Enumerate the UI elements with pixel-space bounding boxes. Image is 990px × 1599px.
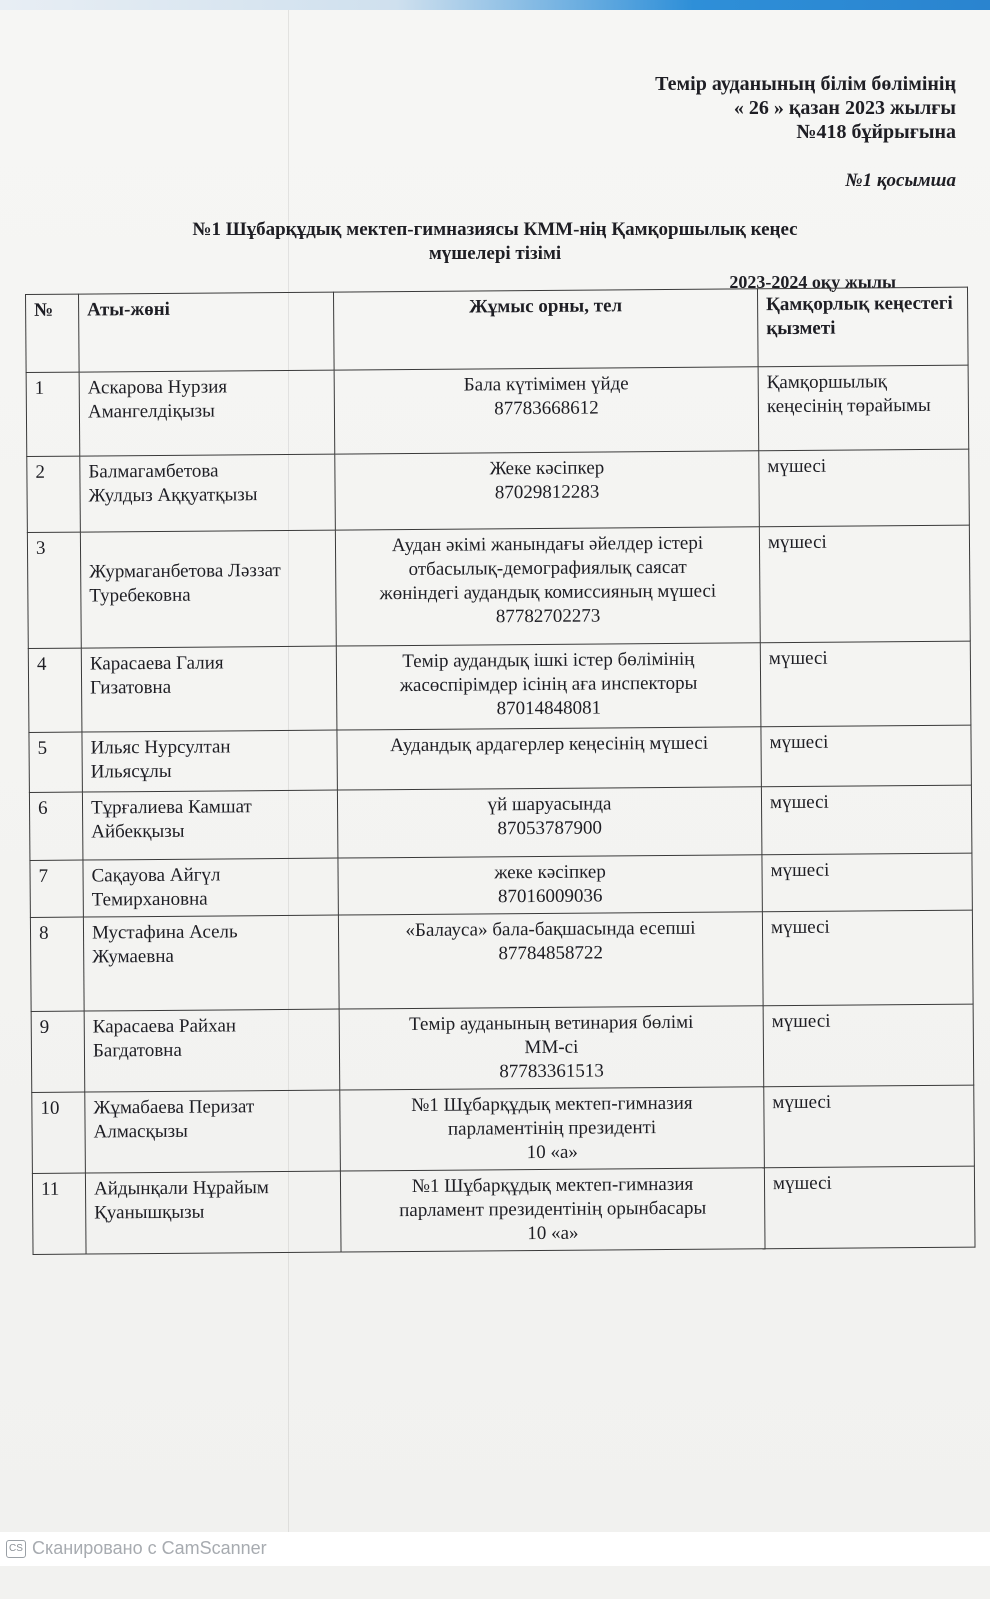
member-role: мүшесі bbox=[763, 1004, 974, 1087]
member-name bbox=[80, 454, 336, 532]
member-role: мүшесі bbox=[761, 725, 971, 787]
member-name bbox=[83, 858, 338, 917]
document-title-line-2: мүшелері тізімі bbox=[428, 243, 562, 264]
workplace-line: жасөспірімдер ісінің аға инспекторы bbox=[399, 672, 698, 697]
order-reference bbox=[655, 72, 956, 144]
workplace-line: 87782702273 bbox=[495, 605, 601, 628]
camscanner-logo-icon: CS bbox=[6, 1540, 26, 1558]
workplace-line: парламентінің президенті bbox=[447, 1117, 657, 1140]
member-workplace bbox=[335, 527, 760, 646]
member-role: Қамқоршылық кеңесінің төрайымы bbox=[758, 365, 969, 451]
workplace-line: «Балауса» бала-бақшасында есепші bbox=[405, 917, 696, 942]
header-number: № bbox=[26, 294, 80, 372]
member-role: мүшесі bbox=[764, 1166, 975, 1249]
scanner-footer bbox=[0, 1532, 990, 1566]
member-name bbox=[83, 915, 339, 1011]
member-name-line: Мустафина Асель bbox=[91, 921, 238, 944]
workplace-line: №1 Шұбарқұдық мектеп-гимназия bbox=[411, 1173, 694, 1197]
member-workplace bbox=[334, 367, 759, 454]
order-reference-line-1: Темір ауданының білім бөлімінің bbox=[655, 73, 956, 95]
member-role: мүшесі bbox=[764, 1085, 975, 1168]
member-workplace bbox=[339, 1006, 764, 1090]
header-role: Қамқорлық кеңестегі қызметі bbox=[757, 287, 968, 367]
workplace-line: 87029812283 bbox=[494, 481, 600, 504]
workplace-line: Аудандық ардагерлер кеңесінің мүшесі bbox=[389, 732, 709, 757]
member-name-line: Ильясұлы bbox=[90, 760, 172, 783]
workplace-line: 87014848081 bbox=[496, 697, 602, 720]
workplace-line: Бала күтімімен үйде bbox=[463, 373, 629, 396]
header-name: Аты-жөні bbox=[79, 292, 335, 372]
row-number: 10 bbox=[32, 1092, 86, 1173]
table-row bbox=[29, 725, 971, 792]
row-number: 4 bbox=[28, 648, 82, 732]
workplace-line: жөніндегі аудандық комиссияның мүшесі bbox=[379, 580, 717, 605]
table-row bbox=[30, 910, 973, 1011]
member-name bbox=[85, 1171, 341, 1254]
table-row bbox=[30, 853, 972, 917]
member-workplace bbox=[340, 1087, 765, 1171]
workplace-line: үй шаруасында bbox=[487, 793, 612, 816]
row-number: 5 bbox=[29, 732, 82, 792]
row-number: 1 bbox=[26, 372, 80, 456]
table-row bbox=[27, 449, 970, 532]
workplace-line: Жеке кәсіпкер bbox=[489, 457, 605, 480]
annex-label: №1 қосымша bbox=[845, 170, 956, 191]
table-row bbox=[27, 525, 970, 648]
member-name-line: Айбекқызы bbox=[91, 820, 185, 843]
member-name bbox=[79, 370, 335, 456]
member-name-line: Аскарова Нурзия bbox=[87, 376, 228, 399]
member-role: мүшесі bbox=[760, 641, 971, 727]
row-number: 8 bbox=[30, 917, 84, 1011]
workplace-line: 87016009036 bbox=[497, 885, 603, 908]
member-name bbox=[81, 646, 337, 732]
member-role: мүшесі bbox=[759, 449, 970, 527]
member-name-line: Қуанышқызы bbox=[94, 1201, 205, 1224]
row-number: 7 bbox=[30, 860, 83, 917]
member-name-line: Багдатовна bbox=[92, 1039, 182, 1062]
workplace-line: Аудан әкімі жанындағы әйелдер істері bbox=[391, 532, 704, 557]
member-workplace bbox=[337, 727, 761, 790]
member-name-line: Жумаевна bbox=[92, 945, 174, 968]
member-workplace bbox=[336, 643, 761, 730]
workplace-line: 10 «а» bbox=[526, 1141, 578, 1164]
table-row bbox=[28, 641, 971, 732]
table-row bbox=[32, 1085, 975, 1173]
members-table bbox=[25, 287, 976, 1255]
member-name-line: Туребековна bbox=[89, 584, 191, 607]
member-name-line: Темирхановна bbox=[91, 888, 208, 911]
workplace-line: Темір ауданының ветинария бөлімі bbox=[409, 1011, 694, 1036]
member-name-line: Гизатовна bbox=[90, 676, 172, 699]
table-row bbox=[29, 785, 972, 860]
member-name-line: Тұрғалиева Камшат bbox=[90, 796, 252, 819]
member-name-line: Жұмабаева Перизат bbox=[93, 1096, 255, 1119]
workplace-line: 87783361513 bbox=[499, 1060, 604, 1083]
member-role: мүшесі bbox=[762, 910, 973, 1006]
member-name-line: Амангелдіқызы bbox=[87, 400, 215, 423]
workplace-line: ММ-сі bbox=[524, 1036, 579, 1059]
row-number: 3 bbox=[27, 532, 81, 648]
member-name-line: Карасаева Галия bbox=[89, 652, 224, 675]
scanned-page bbox=[0, 10, 990, 1550]
academic-year: 2023-2024 оқу жылы bbox=[729, 272, 896, 292]
member-workplace bbox=[340, 1168, 765, 1252]
document-title-line-1: №1 Шұбарқұдық мектеп-гимназиясы КММ-нің Қамқоршылық кеңес bbox=[192, 219, 798, 240]
row-number: 6 bbox=[29, 792, 83, 860]
member-name bbox=[85, 1090, 341, 1173]
document-title bbox=[150, 218, 840, 266]
member-workplace bbox=[338, 855, 762, 915]
workplace-line: Темір аудандық ішкі істер бөлімінің bbox=[402, 648, 695, 673]
workplace-line: 87784858722 bbox=[498, 942, 604, 965]
header-workplace: Жұмыс орны, тел bbox=[333, 289, 758, 370]
member-workplace bbox=[335, 451, 760, 530]
workplace-line: 87783668612 bbox=[494, 397, 599, 420]
row-number: 9 bbox=[31, 1011, 85, 1092]
member-role: мүшесі bbox=[759, 525, 970, 643]
table-row bbox=[31, 1004, 974, 1092]
member-name-line: Жулдыз Аққуатқызы bbox=[88, 484, 258, 507]
member-workplace bbox=[337, 787, 762, 858]
member-workplace bbox=[338, 912, 763, 1009]
workplace-line: 10 «а» bbox=[527, 1222, 579, 1245]
order-reference-line-2: « 26 » қазан 2023 жылғы bbox=[733, 97, 956, 119]
table-row bbox=[26, 365, 969, 456]
order-reference-line-3: №418 бұйрығына bbox=[796, 121, 956, 143]
member-name-line: Сақауова Айгүл bbox=[91, 864, 221, 887]
camscanner-watermark-text: Сканировано с CamScanner bbox=[32, 1538, 267, 1558]
member-name bbox=[82, 730, 337, 792]
workplace-line: парламент президентінің орынбасары bbox=[399, 1197, 707, 1222]
workplace-line: 87053787900 bbox=[497, 817, 603, 840]
member-name bbox=[82, 790, 338, 860]
member-name-line: Балмагамбетова bbox=[88, 460, 219, 483]
workplace-line: №1 Шұбарқұдық мектеп-гимназия bbox=[411, 1092, 693, 1116]
member-name-line: Алмасқызы bbox=[93, 1120, 188, 1143]
row-number: 2 bbox=[27, 456, 81, 532]
member-role: мүшесі bbox=[761, 785, 972, 855]
top-edge-strip bbox=[0, 0, 990, 10]
table-header-row bbox=[26, 287, 969, 372]
table-row bbox=[32, 1166, 975, 1254]
member-name-line: Ильяс Нурсултан bbox=[90, 736, 231, 759]
member-role: мүшесі bbox=[762, 853, 972, 912]
member-name-line: Айдынқали Нұрайым bbox=[93, 1177, 269, 1200]
row-number: 11 bbox=[32, 1173, 86, 1254]
member-name-line: Журмаганбетова Ләззат bbox=[89, 559, 281, 583]
member-name bbox=[84, 1009, 340, 1092]
member-name-line: Карасаева Райхан bbox=[92, 1015, 237, 1038]
member-name bbox=[80, 530, 336, 648]
workplace-line: жеке кәсіпкер bbox=[494, 861, 606, 884]
workplace-line: отбасылық-демографиялық саясат bbox=[408, 556, 687, 580]
